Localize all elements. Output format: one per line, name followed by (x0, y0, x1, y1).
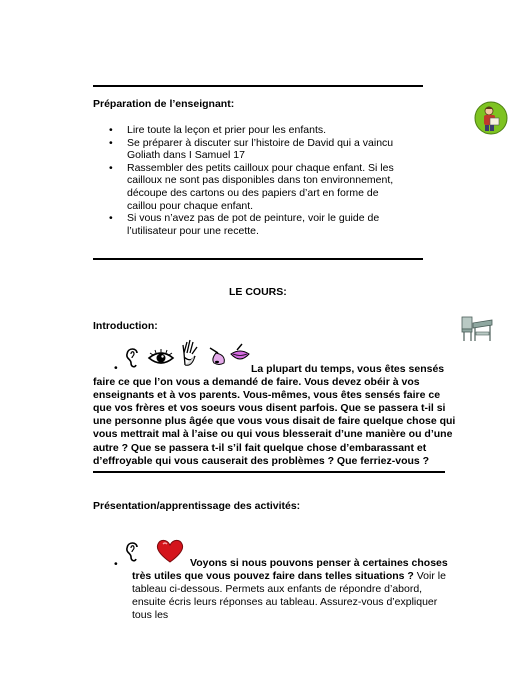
preparation-item: • Se préparer à discuter sur l’histoire de David qui a vaincu Goliath dans I Samuel 17 (109, 136, 394, 162)
lesson-title: LE COURS: (229, 286, 287, 298)
activities-heading: Présentation/apprentissage des activités: (93, 500, 301, 512)
middle-divider (93, 258, 423, 260)
bullet: • (114, 558, 118, 570)
activities-text (132, 557, 452, 622)
preparation-item: • Si vous n’avez pas de pot de peinture, voir le guide de l’utilisateur pour une recette. (109, 212, 380, 237)
preparation-item: • Rassembler des petits cailloux pour chaque enfant. Si les cailloux ne sont pas disponibles dans ton environnement, découpe des cartons ou des papiers d’art en forme de caillou pour chaque enfant. (109, 161, 394, 212)
preparation-list (107, 124, 407, 237)
bullet: • (109, 212, 113, 225)
introduction-text: La plupart du temps, vous êtes sensés faire ce que l’on vous a demandé de faire. Vous devez obéir à vos enseignants et à vos parents. Vous-mêmes, vous êtes sensés faire ce que vos frères et vos soeurs vous disent parfois. Que se passera t-il si une personne plus âgée que vous vous disait de faire quelque chose qui vous mettrait mal à l’aise ou qui vous blesserait d’une manière ou d’une autre ? Que se passera t-il s’il fait quelque chose d’embarassant et d’effroyable qui vous causerait des problèmes ? Que ferriez-vous ? (93, 363, 456, 467)
school-desk-icon (460, 313, 494, 343)
bullet: • (109, 161, 113, 174)
lower-divider (93, 471, 445, 473)
bullet: • (114, 362, 118, 374)
introduction-heading: Introduction: (93, 320, 158, 332)
preparation-heading: Préparation de l’enseignant: (93, 98, 235, 110)
reading-person-icon (474, 101, 508, 135)
preparation-item: • Lire toute la leçon et prier pour les enfants. (109, 124, 327, 136)
top-divider (93, 85, 423, 87)
activities-text-normal: Voir le tableau ci-dessous. Permets aux enfants de répondre d’abord, ensuite écris leurs réponses au tableau. Assurez-vous d’expliquer tous les (132, 570, 446, 622)
bullet: • (109, 136, 113, 149)
activities-text-bold: Voyons si nous pouvons penser à certaines choses très utiles que vous pouvez faire dans telles situations ? (132, 557, 448, 583)
bullet: • (109, 124, 113, 136)
